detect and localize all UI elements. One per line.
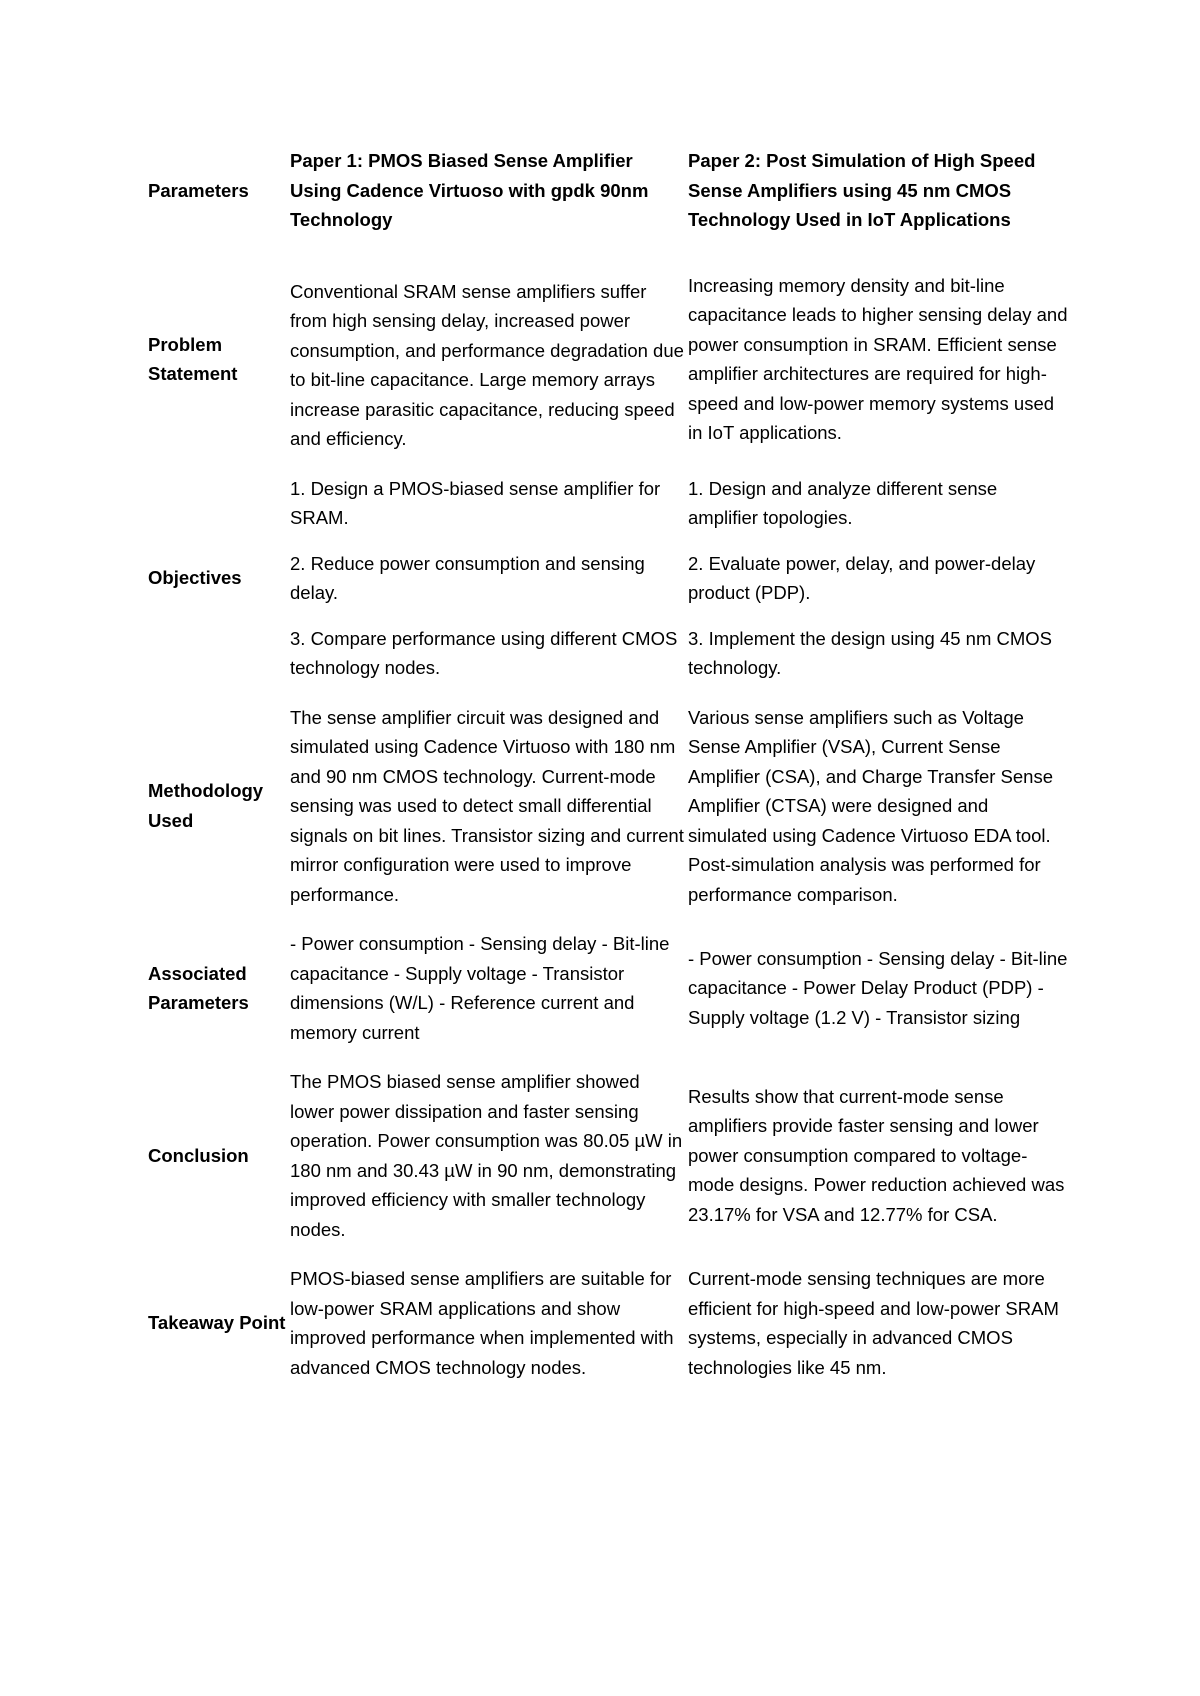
table-row-conclusion xyxy=(148,1057,1068,1254)
comparison-table xyxy=(148,146,1068,1392)
list-item: 2. Evaluate power, delay, and power-delay product (PDP). xyxy=(688,552,1036,603)
objective-list xyxy=(688,474,1068,683)
row-label: Objectives xyxy=(148,567,242,589)
row-label: Problem Statement xyxy=(148,333,238,384)
paper2-cell: Increasing memory density and bit-line capacitance leads to higher sensing delay and power consumption in SRAM. Efficient sense amplifier architectures are required for high-speed and low-power memory systems used in IoT applications. xyxy=(688,274,1068,443)
table-row-associated-parameters xyxy=(148,919,1068,1057)
row-label: Takeaway Point xyxy=(148,1312,286,1334)
paper2-cell xyxy=(688,464,1068,693)
table-row-problem-statement xyxy=(148,255,1068,464)
table-row-objectives xyxy=(148,464,1068,693)
paper1-cell: The sense amplifier circuit was designed and simulated using Cadence Virtuoso with 180 nm and 90 nm CMOS technology. Current-mode sensing was used to detect small differential signals on bit lines. Transistor sizing and current mirror configuration were used to improve performance. xyxy=(290,706,684,905)
objective-list xyxy=(290,474,688,683)
list-item: 3. Compare performance using different CMOS technology nodes. xyxy=(290,627,678,678)
row-label: Methodology Used xyxy=(148,780,264,831)
row-label: Associated Parameters xyxy=(148,962,249,1013)
list-item: 3. Implement the design using 45 nm CMOS technology. xyxy=(688,627,1053,678)
paper1-cell: - Power consumption - Sensing delay - Bit-line capacitance - Supply voltage - Transistor dimensions (W/L) - Reference current and memory current xyxy=(290,933,670,1043)
paper1-cell: The PMOS biased sense amplifier showed lower power dissipation and faster sensing operation. Power consumption was 80.05 µW in 180 nm and 30.43 µW in 90 nm, demonstrating improved efficiency with smaller technology nodes. xyxy=(290,1071,683,1240)
list-item: 1. Design and analyze different sense amplifier topologies. xyxy=(688,477,998,528)
row-label: Conclusion xyxy=(148,1144,249,1166)
paper2-cell: - Power consumption - Sensing delay - Bit-line capacitance - Power Delay Product (PDP) - Supply voltage (1.2 V) - Transistor sizing xyxy=(688,947,1068,1028)
paper2-cell: Results show that current-mode sense amplifiers provide faster sensing and lower power consumption compared to voltage-mode designs. Power reduction achieved was 23.17% for VSA and 12.77% for CSA. xyxy=(688,1085,1065,1225)
paper2-cell: Various sense amplifiers such as Voltage Sense Amplifier (VSA), Current Sense Amplifier (CSA), and Charge Transfer Sense Amplifier (CTSA) were designed and simulated using Cadence Virtuoso EDA tool. Post-simulation analysis was performed for performance comparison. xyxy=(688,706,1054,905)
table-row-methodology xyxy=(148,693,1068,920)
paper1-cell: PMOS-biased sense amplifiers are suitable for low-power SRAM applications and show improved performance when implemented with advanced CMOS technology nodes. xyxy=(290,1268,674,1378)
table-row-takeaway xyxy=(148,1254,1068,1392)
paper1-cell: Conventional SRAM sense amplifiers suffer from high sensing delay, increased power consumption, and performance degradation due to bit-line capacitance. Large memory arrays increase parasitic capacitance, reducing speed and efficiency. xyxy=(290,280,684,449)
table-header-row xyxy=(148,146,1068,255)
header-parameters: Parameters xyxy=(148,179,249,201)
paper2-cell: Current-mode sensing techniques are more efficient for high-speed and low-power SRAM systems, especially in advanced CMOS technologies like 45 nm. xyxy=(688,1268,1059,1378)
header-paper1: Paper 1: PMOS Biased Sense Amplifier Using Cadence Virtuoso with gpdk 90nm Technology xyxy=(290,150,649,230)
paper1-cell xyxy=(290,464,688,693)
header-paper2: Paper 2: Post Simulation of High Speed Sense Amplifiers using 45 nm CMOS Technology Used in IoT Applications xyxy=(688,150,1036,230)
list-item: 2. Reduce power consumption and sensing delay. xyxy=(290,552,645,603)
list-item: 1. Design a PMOS-biased sense amplifier for SRAM. xyxy=(290,477,661,528)
